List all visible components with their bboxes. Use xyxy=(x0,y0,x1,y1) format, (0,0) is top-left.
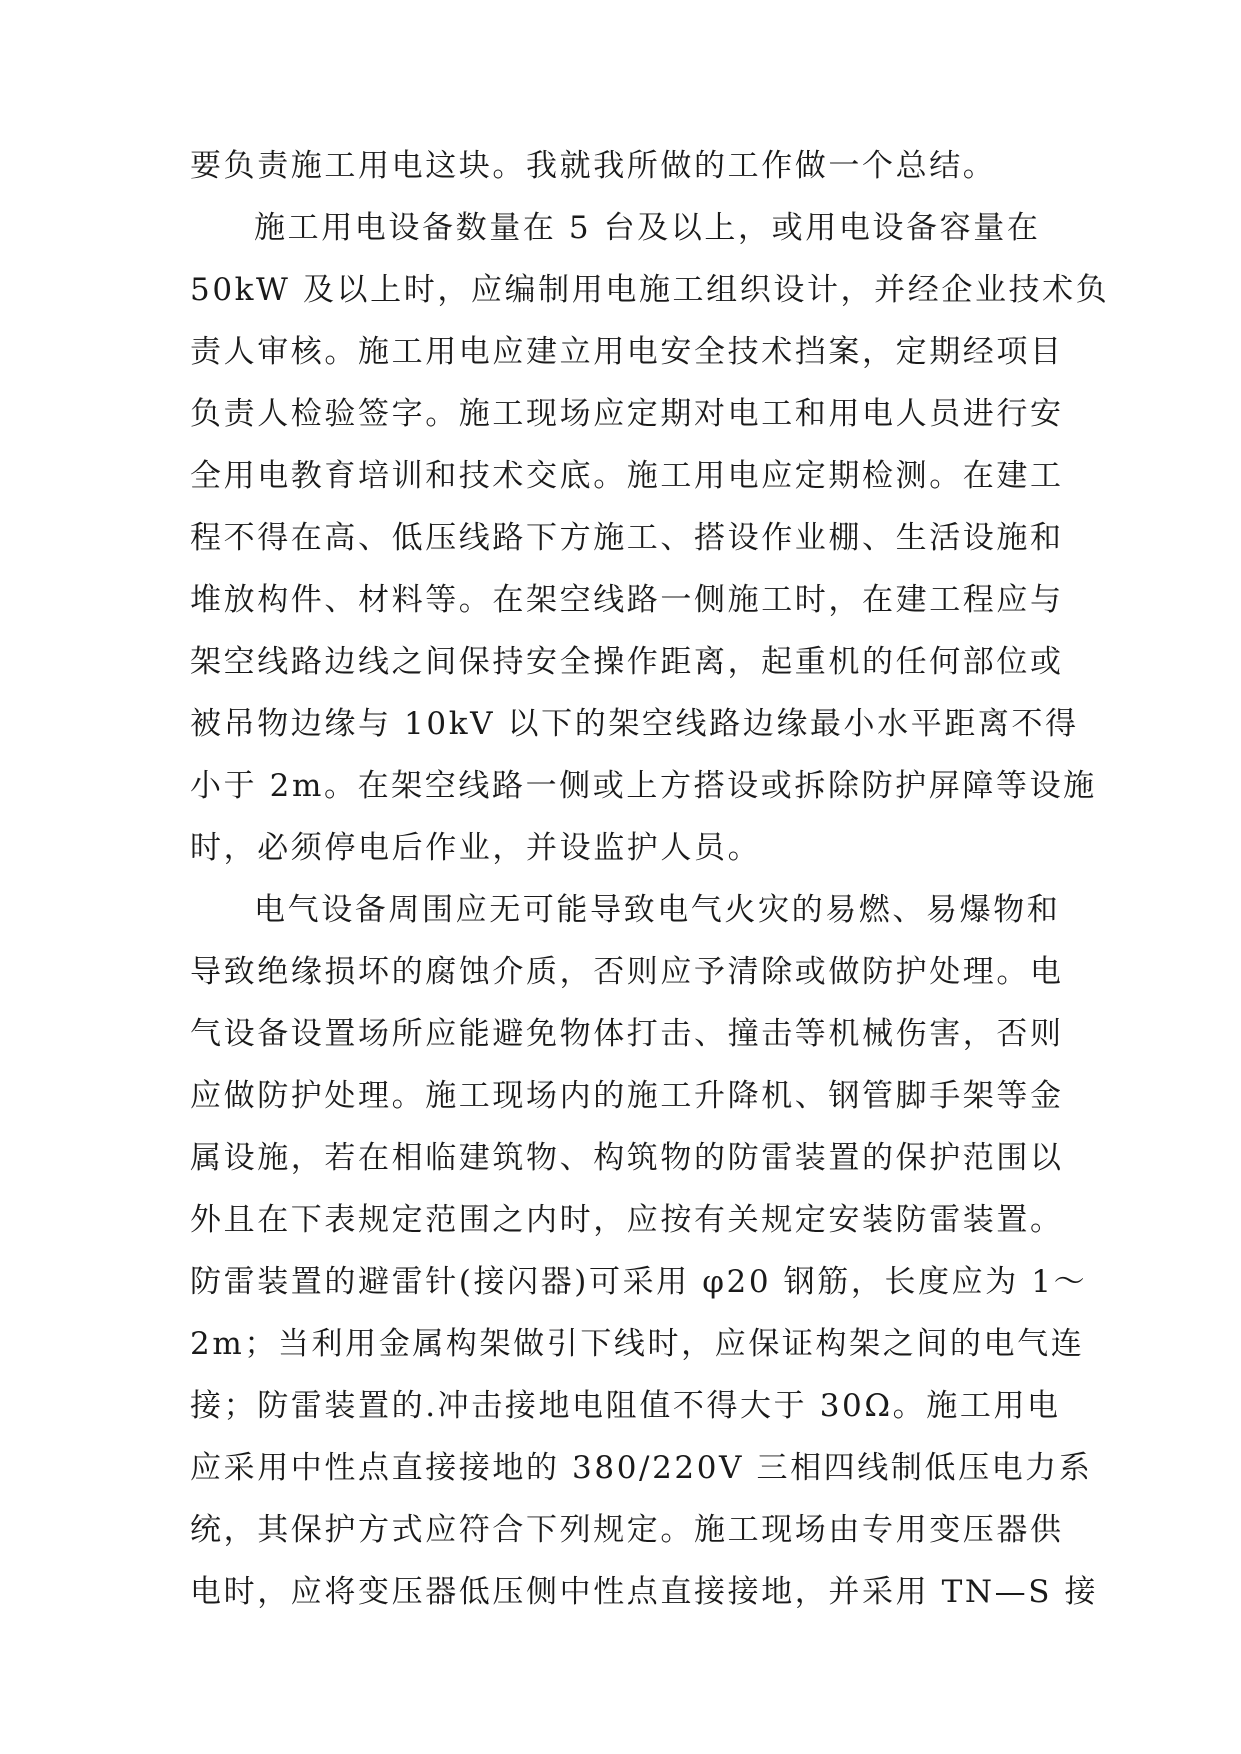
text-line: 气设备设置场所应能避免物体打击、撞击等机械伤害，否则 xyxy=(190,1016,1064,1052)
text-line: 防雷装置的避雷针(接闪器)可采用 φ20 钢筋，长度应为 1～ xyxy=(190,1264,1088,1300)
text-line: 应做防护处理。施工现场内的施工升降机、钢管脚手架等金 xyxy=(190,1078,1064,1114)
text-line: 堆放构件、材料等。在架空线路一侧施工时，在建工程应与 xyxy=(190,582,1064,618)
text-line: 2m；当利用金属构架做引下线时，应保证构架之间的电气连 xyxy=(190,1326,1085,1362)
text-line: 程不得在高、低压线路下方施工、搭设作业棚、生活设施和 xyxy=(190,520,1064,556)
text-line: 全用电教育培训和技术交底。施工用电应定期检测。在建工 xyxy=(190,458,1064,494)
text-line: 施工用电设备数量在 5 台及以上，或用电设备容量在 xyxy=(254,210,1041,246)
text-line: 责人审核。施工用电应建立用电安全技术挡案，定期经项目 xyxy=(190,334,1064,370)
text-line: 导致绝缘损坏的腐蚀介质，否则应予清除或做防护处理。电 xyxy=(190,954,1064,990)
text-line: 接；防雷装置的.冲击接地电阻值不得大于 30Ω。施工用电 xyxy=(190,1388,1061,1424)
text-line: 外且在下表规定范围之内时，应按有关规定安装防雷装置。 xyxy=(190,1202,1064,1238)
text-line: 50kW 及以上时，应编制用电施工组织设计，并经企业技术负 xyxy=(190,272,1110,308)
text-line: 属设施，若在相临建筑物、构筑物的防雷装置的保护范围以 xyxy=(190,1140,1064,1176)
text-line: 应采用中性点直接接地的 380/220V 三相四线制低压电力系 xyxy=(190,1450,1093,1486)
text-line: 要负责施工用电这块。我就我所做的工作做一个总结。 xyxy=(190,148,997,184)
text-line: 统，其保护方式应符合下列规定。施工现场由专用变压器供 xyxy=(190,1512,1064,1548)
text-line: 被吊物边缘与 10kV 以下的架空线路边缘最小水平距离不得 xyxy=(190,706,1079,742)
text-line: 电时，应将变压器低压侧中性点直接接地，并采用 TN—S 接 xyxy=(190,1574,1099,1610)
text-line: 电气设备周围应无可能导致电气火灾的易燃、易爆物和 xyxy=(254,892,1061,928)
text-line: 架空线路边线之间保持安全操作距离，起重机的任何部位或 xyxy=(190,644,1064,680)
text-line: 时，必须停电后作业，并设监护人员。 xyxy=(190,830,762,866)
text-line: 负责人检验签字。施工现场应定期对电工和用电人员进行安 xyxy=(190,396,1064,432)
text-line: 小于 2m。在架空线路一侧或上方搭设或拆除防护屏障等设施 xyxy=(190,768,1097,804)
